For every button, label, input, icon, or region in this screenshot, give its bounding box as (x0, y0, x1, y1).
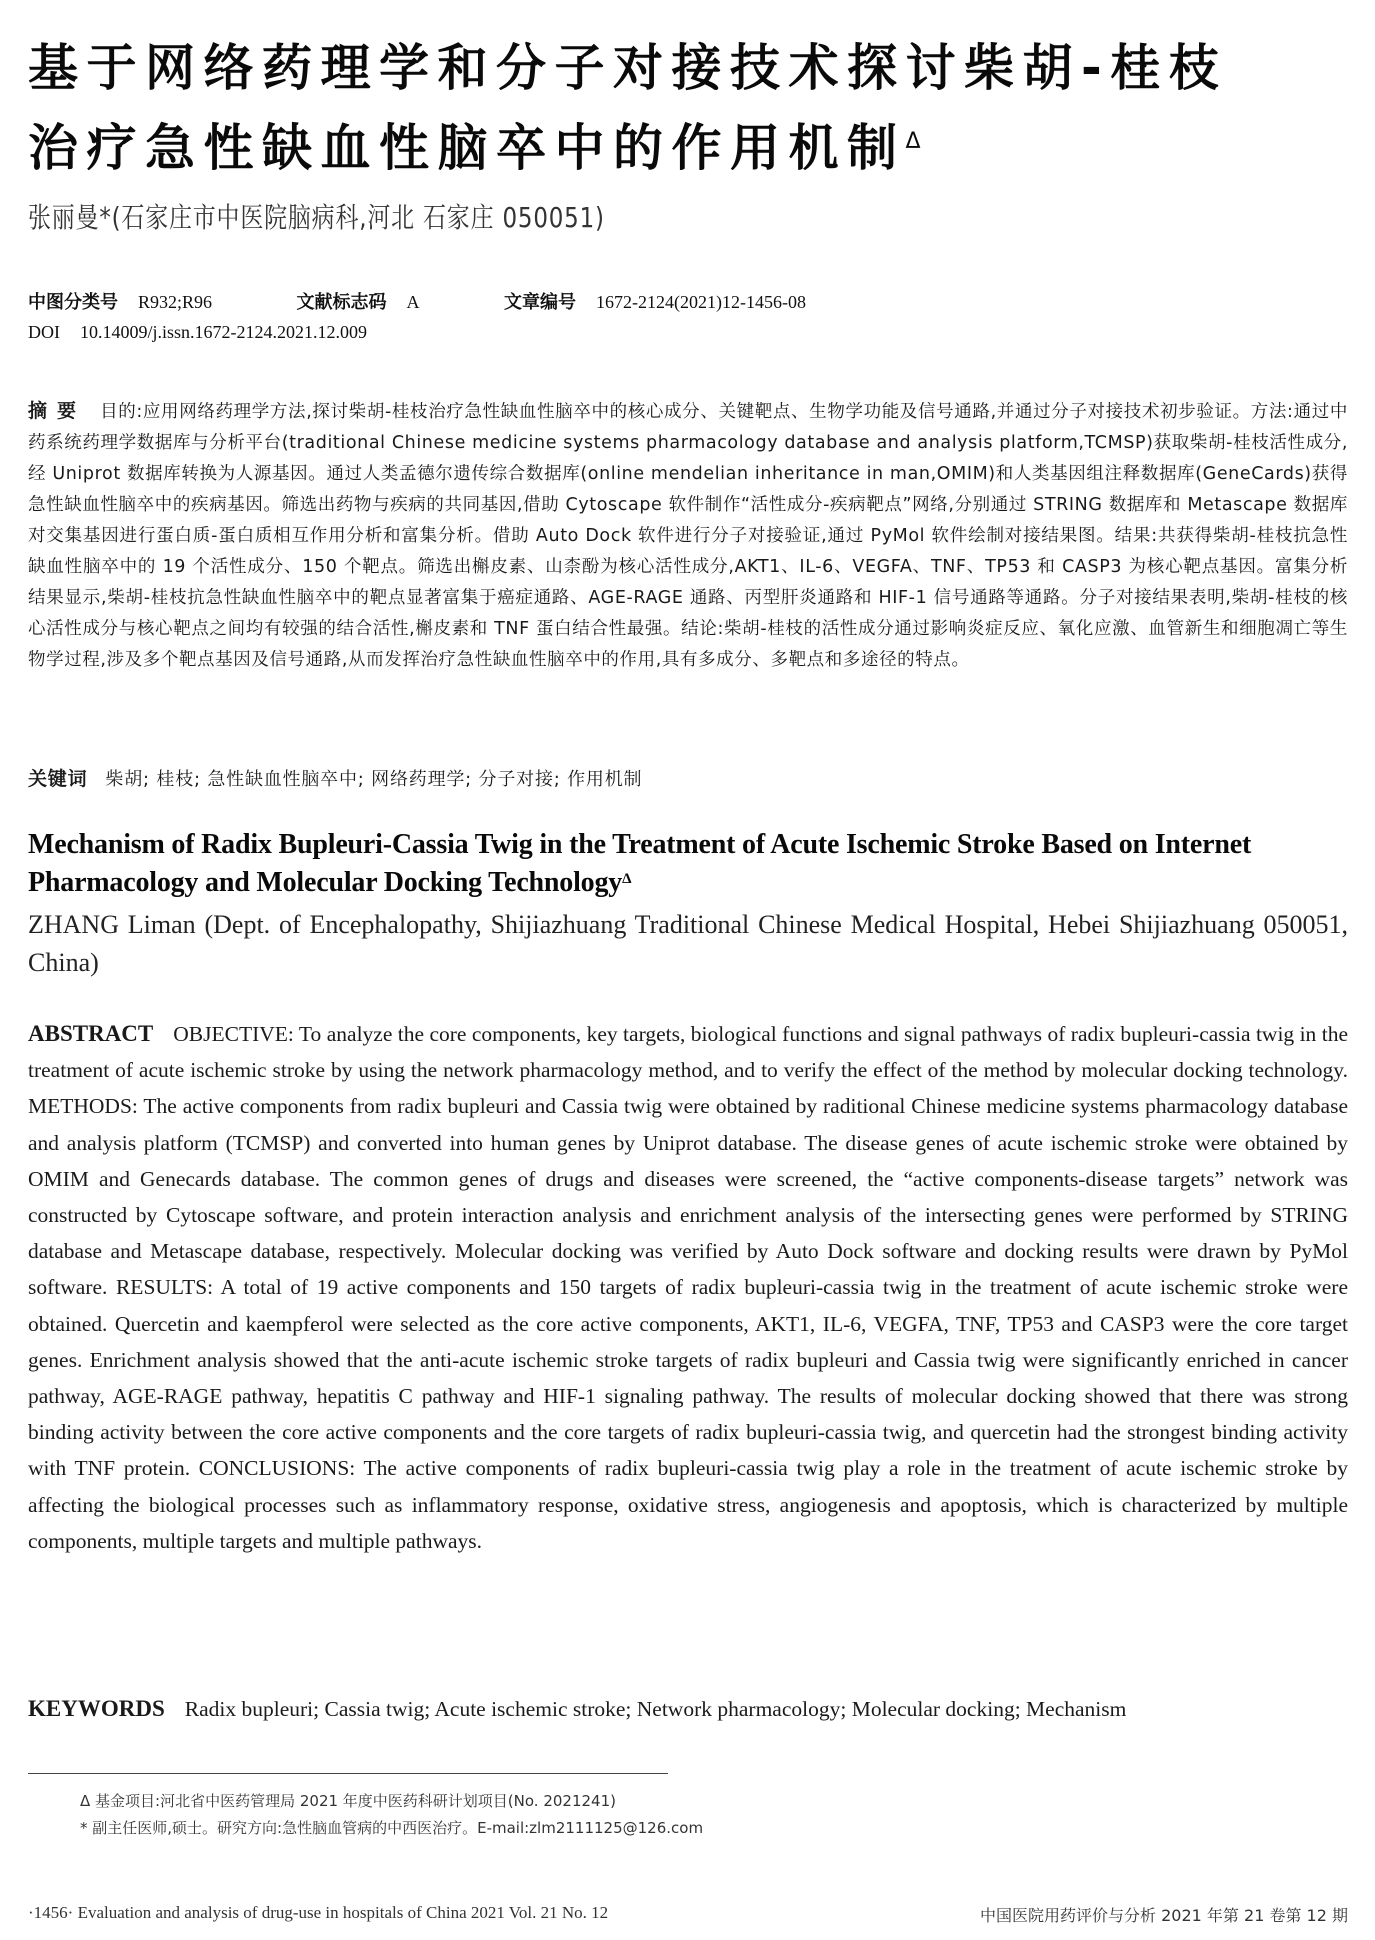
doc-code-group (297, 288, 420, 314)
chinese-keywords-text: 柴胡; 桂枝; 急性缺血性脑卒中; 网络药理学; 分子对接; 作用机制 (105, 769, 643, 790)
chinese-abstract-text: 目的:应用网络药理学方法,探讨柴胡-桂枝治疗急性缺血性脑卒中的核心成分、关键靶点、生物学功能及信号通路,并通过分子对接技术初步验证。方法:通过中药系统药理学数据库与分析平台(traditional Chinese medicine systems pharmacology database and analysis platform,TCMSP)获取柴胡-桂枝活性成分,经 Uniprot 数据库转换为人源基因。通过人类孟德尔遗传综合数据库(online mendelian inheritance in man,OMIM)和人类基因组注释数据库(GeneCards)获得急性缺血性脑卒中的疾病基因。筛选出药物与疾病的共同基因,借助 Cytoscape 软件制作“活性成分-疾病靶点”网络,分别通过 STRING 数据库和 Metascape 数据库对交集基因进行蛋白质-蛋白质相互作用分析和富集分析。借助 Auto Dock 软件进行分子对接验证,通过 PyMol 软件绘制对接结果图。结果:共获得柴胡-桂枝抗急性缺血性脑卒中的 19 个活性成分、150 个靶点。筛选出槲皮素、山柰酚为核心活性成分,AKT1、IL-6、VEGFA、TNF、TP53 和 CASP3 为核心靶点基因。富集分析结果显示,柴胡-桂枝抗急性缺血性脑卒中的靶点显著富集于癌症通路、AGE-RAGE 通路、丙型肝炎通路和 HIF-1 信号通路等通路。分子对接结果表明,柴胡-桂枝的核心活性成分与核心靶点之间均有较强的结合活性,槲皮素和 TNF 蛋白结合性最强。结论:柴胡-桂枝的活性成分通过影响炎症反应、氧化应激、血管新生和细胞凋亡等生物学过程,涉及多个靶点基因及信号通路,从而发挥治疗急性缺血性脑卒中的作用,具有多成分、多靶点和多途径的特点。 (28, 402, 1348, 670)
article-no-value: 1672-2124(2021)12-1456-08 (596, 292, 806, 312)
doi-label: DOI (28, 322, 60, 342)
doc-code-value: A (406, 292, 420, 312)
english-keywords (28, 1691, 1348, 1727)
footnote-divider (28, 1773, 668, 1774)
chinese-keywords-label: 关键词 (28, 768, 88, 790)
chinese-title-line-1: 基于网络药理学和分子对接技术探讨柴胡-桂枝 (28, 39, 1228, 97)
english-keywords-label: KEYWORDS (28, 1696, 165, 1721)
doi-row (28, 322, 367, 343)
chinese-title (28, 28, 1358, 188)
english-keywords-text: Radix bupleuri; Cassia twig; Acute ischemic stroke; Network pharmacology; Molecular docking; Mechanism (184, 1697, 1127, 1721)
english-abstract-text: OBJECTIVE: To analyze the core components, key targets, biological functions and signal pathways of radix bupleuri-cassia twig in the treatment of acute ischemic stroke by using the network pharmacology method, and to verify the effect of the method by molecular docking technology. METHODS: The active components from radix bupleuri and Cassia twig were obtained by raditional Chinese medicine systems pharmacology database and analysis platform (TCMSP) and converted into human genes by Uniprot database. The disease genes of acute ischemic stroke were obtained by OMIM and Genecards database. The common genes of drugs and diseases were screened, the “active components-disease targets” network was constructed by Cytoscape software, and protein interaction analysis and enrichment analysis of the intersecting genes were performed by STRING database and Metascape database, respectively. Molecular docking was verified by Auto Dock software and docking results were drawn by PyMol software. RESULTS: A total of 19 active components and 150 targets of radix bupleuri-cassia twig in the treatment of acute ischemic stroke were obtained. Quercetin and kaempferol were selected as the core active components, AKT1, IL-6, VEGFA, TNF, TP53 and CASP3 were the core target genes. Enrichment analysis showed that the anti-acute ischemic stroke targets of radix bupleuri and Cassia twig were significantly enriched in cancer pathway, AGE-RAGE pathway, hepatitis C pathway and HIF-1 signaling pathway. The results of molecular docking showed that there was strong binding activity between the core active components and the core targets of radix bupleuri-cassia twig, and quercetin had the strongest binding activity with TNF protein. CONCLUSIONS: The active components of radix bupleuri-cassia twig play a role in the treatment of acute ischemic stroke by affecting the biological processes such as inflammatory response, oxidative stress, angiogenesis and apoptosis, which is characterized by multiple components, multiple targets and multiple pathways. (28, 1022, 1348, 1553)
page-footer (28, 1903, 1348, 1926)
english-abstract (28, 1016, 1348, 1559)
classification-row (28, 288, 886, 314)
chinese-author-affiliation: 张丽曼*(石家庄市中医院脑病科,河北 石家庄 050051) (28, 201, 605, 234)
english-author-affiliation: ZHANG Liman (Dept. of Encephalopathy, Shijiazhuang Traditional Chinese Medical Hospital, Hebei Shijiazhuang 050051, China) (28, 910, 1348, 977)
clc-group (28, 288, 212, 314)
doc-code-label: 文献标志码 (296, 292, 387, 313)
chinese-title-line-2 (28, 108, 1358, 188)
footnote-funding: Δ 基金项目:河北省中医药管理局 2021 年度中医药科研计划项目(No. 2021241) (80, 1792, 616, 1810)
chinese-keywords (28, 764, 1348, 791)
english-title (28, 826, 1358, 902)
chinese-title-line-2-text: 治疗急性缺血性脑卒中的作用机制 (28, 119, 906, 177)
chinese-abstract (28, 396, 1348, 676)
funding-mark-icon: Δ (905, 129, 921, 154)
footnote-author: * 副主任医师,硕士。研究方向:急性脑血管病的中西医治疗。E-mail:zlm2111125@126.com (80, 1819, 704, 1837)
article-no-group (504, 288, 806, 314)
clc-label: 中图分类号 (28, 292, 118, 313)
english-title-text: Mechanism of Radix Bupleuri-Cassia Twig in the Treatment of Acute Ischemic Stroke Based on Internet Pharmacology and Molecular Docking Technology (28, 829, 1252, 898)
article-no-label: 文章编号 (504, 292, 577, 313)
footnotes (80, 1788, 703, 1842)
doi-value[interactable]: 10.14009/j.issn.1672-2124.2021.12.009 (80, 322, 368, 342)
funding-mark-icon: Δ (622, 871, 632, 887)
clc-value: R932;R96 (138, 292, 213, 312)
english-abstract-label: ABSTRACT (28, 1021, 154, 1046)
footer-journal-cn: 中国医院用药评价与分析 2021 年第 21 卷第 12 期 (980, 1906, 1348, 1925)
chinese-abstract-label: 摘要 (28, 400, 87, 422)
footer-journal-en: ·1456· Evaluation and analysis of drug-use in hospitals of China 2021 Vol. 21 No. 12 (28, 1903, 609, 1922)
